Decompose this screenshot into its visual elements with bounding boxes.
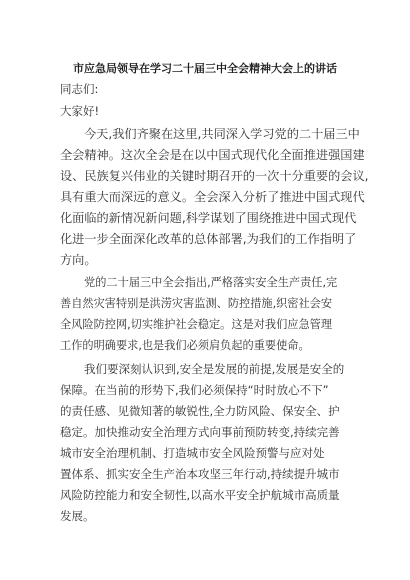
- document-title: 市应急局领导在学习二十届三中全会精神大会上的讲话: [73, 62, 337, 75]
- paragraph-1-line-1: 今天,我们齐聚在这里,共同深入学习党的二十届三中: [84, 127, 360, 141]
- paragraph-1-line-4: 具有重大而深远的意义。全会深入分析了推进中国式现代: [60, 190, 365, 204]
- paragraph-1-line-7: 方向。: [60, 253, 97, 267]
- paragraph-1-line-5: 化面临的新情况新问题,科学谋划了围绕推进中国式现代: [60, 211, 357, 225]
- paragraph-1-line-3: 设、民族复兴伟业的关键时期召开的一次十分重要的会议,: [60, 169, 369, 183]
- paragraph-3-line-8: 发展。: [60, 509, 95, 523]
- paragraph-2-line-3: 全风险防控网,切实维护社会稳定。这是对我们应急管理: [60, 318, 333, 331]
- paragraph-1-line-6: 化进一步全面深化改革的总体部署,为我们的工作指明了: [60, 232, 357, 246]
- paragraph-2-line-4: 工作的明确要求,也是我们必须肩负起的重要使命。: [60, 339, 310, 352]
- greeting: 大家好!: [60, 104, 100, 118]
- salutation: 同志们:: [60, 82, 99, 96]
- paragraph-3-line-3: 的责任感、见微知著的敏锐性,全力防风险、保安全、护: [60, 404, 340, 418]
- paragraph-3-line-7: 风险防控能力和安全韧性,以高水平安全护航城市高质量: [60, 488, 340, 502]
- paragraph-3-line-1: 我们要深刻认识到,安全是发展的前提,发展是安全的: [84, 362, 345, 376]
- paragraph-2-line-2: 善自然灾害特别是洪涝灾害监测、防控措施,织密社会安: [60, 297, 333, 310]
- paragraph-1-line-2: 全会精神。这次全会是在以中国式现代化全面推进强国建: [60, 148, 365, 162]
- paragraph-3-line-6: 置体系、抓实安全生产治本攻坚三年行动,持续提升城市: [60, 467, 340, 481]
- paragraph-3-line-5: 城市安全治理机制、打造城市安全风险预警与应对处: [60, 446, 325, 460]
- paragraph-3-line-2: 保障。在当前的形势下,我们必须保持“时时放心不下”: [60, 383, 329, 397]
- paragraph-3-line-4: 稳定。加快推动安全治理方式向事前预防转变,持续完善: [60, 425, 340, 439]
- paragraph-2-line-1: 党的二十届三中全会指出,严格落实安全生产责任,完: [84, 276, 338, 289]
